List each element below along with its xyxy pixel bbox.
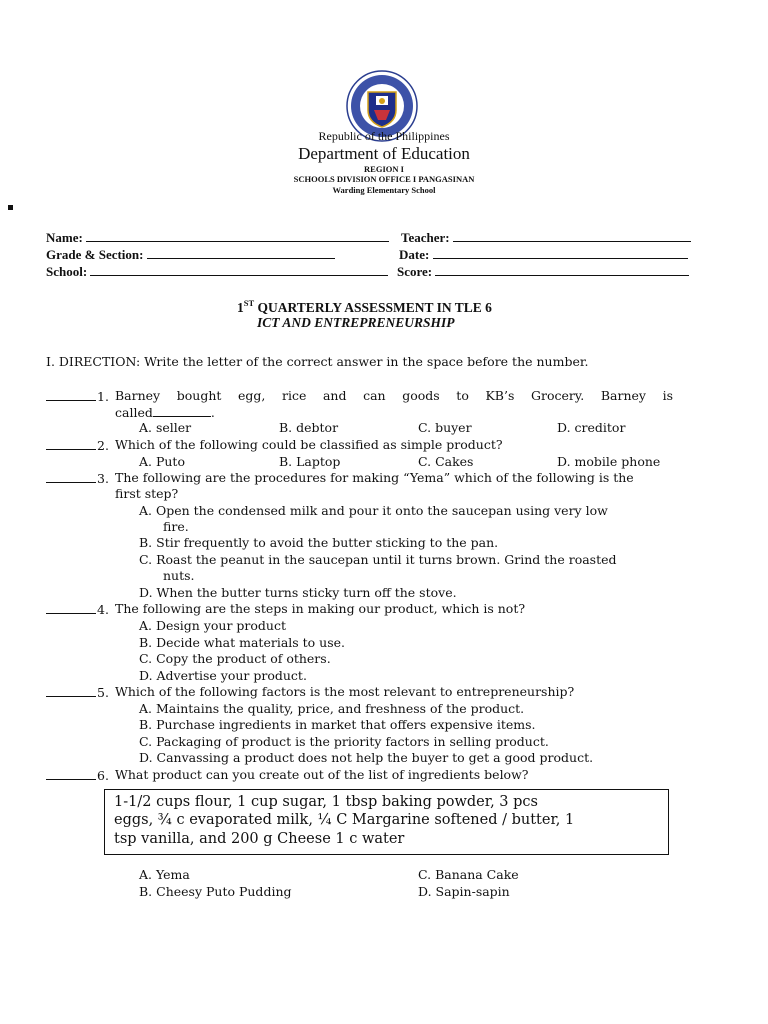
department-heading: Department of Education <box>298 144 470 163</box>
question-5-choice-a: A. Maintains the quality, price, and freshness of the product. <box>139 701 525 716</box>
question-6-choice-a: A. Yema <box>139 867 190 882</box>
question-2-text: Which of the following could be classified as simple product? <box>115 437 503 452</box>
direction-text: I. DIRECTION: Write the letter of the correct answer in the space before the number. <box>46 354 589 369</box>
school-field[interactable] <box>46 264 388 280</box>
question-5-answer-blank[interactable]: 5. <box>46 684 109 701</box>
assessment-subtitle: ICT AND ENTREPRENEURSHIP <box>257 315 455 330</box>
question-2-choice-b: B. Laptop <box>279 454 341 469</box>
question-3-choice-b: B. Stir frequently to avoid the butter sticking to the pan. <box>139 535 499 550</box>
grade-section-line[interactable] <box>147 247 335 259</box>
name-field[interactable] <box>46 230 389 246</box>
question-2-choice-a: A. Puto <box>139 454 185 469</box>
question-1-choice-a: A. seller <box>139 420 192 435</box>
question-4-choice-d: D. Advertise your product. <box>139 668 307 683</box>
question-6-choice-b: B. Cheesy Puto Pudding <box>139 884 292 899</box>
assessment-title: 1ST QUARTERLY ASSESSMENT IN TLE 6 <box>237 298 492 315</box>
teacher-line[interactable] <box>453 230 691 242</box>
question-3-answer-blank[interactable]: 3. <box>46 470 109 487</box>
question-1-text: Barney bought egg, rice and can goods to KB’s Grocery. Barney is <box>115 388 673 403</box>
date-line[interactable] <box>433 247 688 259</box>
school-heading: Warding Elementary School <box>332 185 436 195</box>
question-5-choice-d: D. Canvassing a product does not help the buyer to get a good product. <box>139 750 594 765</box>
question-6-choice-d: D. Sapin-sapin <box>418 884 510 899</box>
question-3-text-cont: first step? <box>115 486 179 501</box>
score-label: Score: <box>397 264 433 279</box>
question-3-choice-d: D. When the butter turns sticky turn off the stove. <box>139 585 457 600</box>
question-5-text: Which of the following factors is the most relevant to entrepreneurship? <box>115 684 575 699</box>
bullet-mark <box>8 205 13 210</box>
question-3-choice-c-cont: nuts. <box>163 568 195 583</box>
question-1-choice-b: B. debtor <box>279 420 339 435</box>
question-2-answer-blank[interactable]: 2. <box>46 437 109 454</box>
region-heading: REGION I <box>364 164 404 174</box>
score-line[interactable] <box>435 264 689 276</box>
question-3-choice-c: C. Roast the peanut in the saucepan until it turns brown. Grind the roasted <box>139 552 617 567</box>
date-field[interactable] <box>399 247 688 263</box>
teacher-field[interactable] <box>401 230 691 246</box>
question-4-choice-a: A. Design your product <box>139 618 286 633</box>
question-6-text: What product can you create out of the list of ingredients below? <box>115 767 529 782</box>
school-label: School: <box>46 264 88 279</box>
question-3-choice-a: A. Open the condensed milk and pour it onto the saucepan using very low <box>139 503 608 518</box>
question-5-choice-b: B. Purchase ingredients in market that offers expensive items. <box>139 717 536 732</box>
date-label: Date: <box>399 247 430 262</box>
question-4-answer-blank[interactable]: 4. <box>46 601 109 618</box>
question-2-choice-d: D. mobile phone <box>557 454 661 469</box>
grade-section-field[interactable] <box>46 247 335 263</box>
school-line[interactable] <box>90 264 388 276</box>
question-4-text: The following are the steps in making our product, which is not? <box>115 601 526 616</box>
question-6-answer-blank[interactable]: 6. <box>46 767 109 784</box>
grade-section-label: Grade & Section: <box>46 247 144 262</box>
question-1-choice-c: C. buyer <box>418 420 472 435</box>
question-4-choice-c: C. Copy the product of others. <box>139 651 331 666</box>
ingredients-line-2: eggs, ¾ c evaporated milk, ¼ C Margarine softened / butter, 1 <box>114 812 575 828</box>
score-field[interactable] <box>397 264 689 280</box>
name-label: Name: <box>46 230 83 245</box>
question-5-choice-c: C. Packaging of product is the priority factors in selling product. <box>139 734 549 749</box>
question-4-choice-b: B. Decide what materials to use. <box>139 635 346 650</box>
question-1-choice-d: D. creditor <box>557 420 626 435</box>
name-line[interactable] <box>86 230 389 242</box>
question-3-text: The following are the procedures for making “Yema” which of the following is the <box>115 470 634 485</box>
question-1-text-cont: called . <box>115 405 215 420</box>
division-heading: SCHOOLS DIVISION OFFICE I PANGASINAN <box>293 174 475 184</box>
ingredients-line-3: tsp vanilla, and 200 g Cheese 1 c water <box>114 831 405 847</box>
question-2-choice-c: C. Cakes <box>418 454 474 469</box>
question-1-answer-blank[interactable]: 1. <box>46 388 109 405</box>
teacher-label: Teacher: <box>401 230 450 245</box>
republic-heading: Republic of the Philippines <box>318 129 450 143</box>
ingredients-line-1: 1-1/2 cups flour, 1 cup sugar, 1 tbsp baking powder, 3 pcs <box>114 794 538 810</box>
question-3-choice-a-cont: fire. <box>163 519 189 534</box>
question-6-choice-c: C. Banana Cake <box>418 867 519 882</box>
